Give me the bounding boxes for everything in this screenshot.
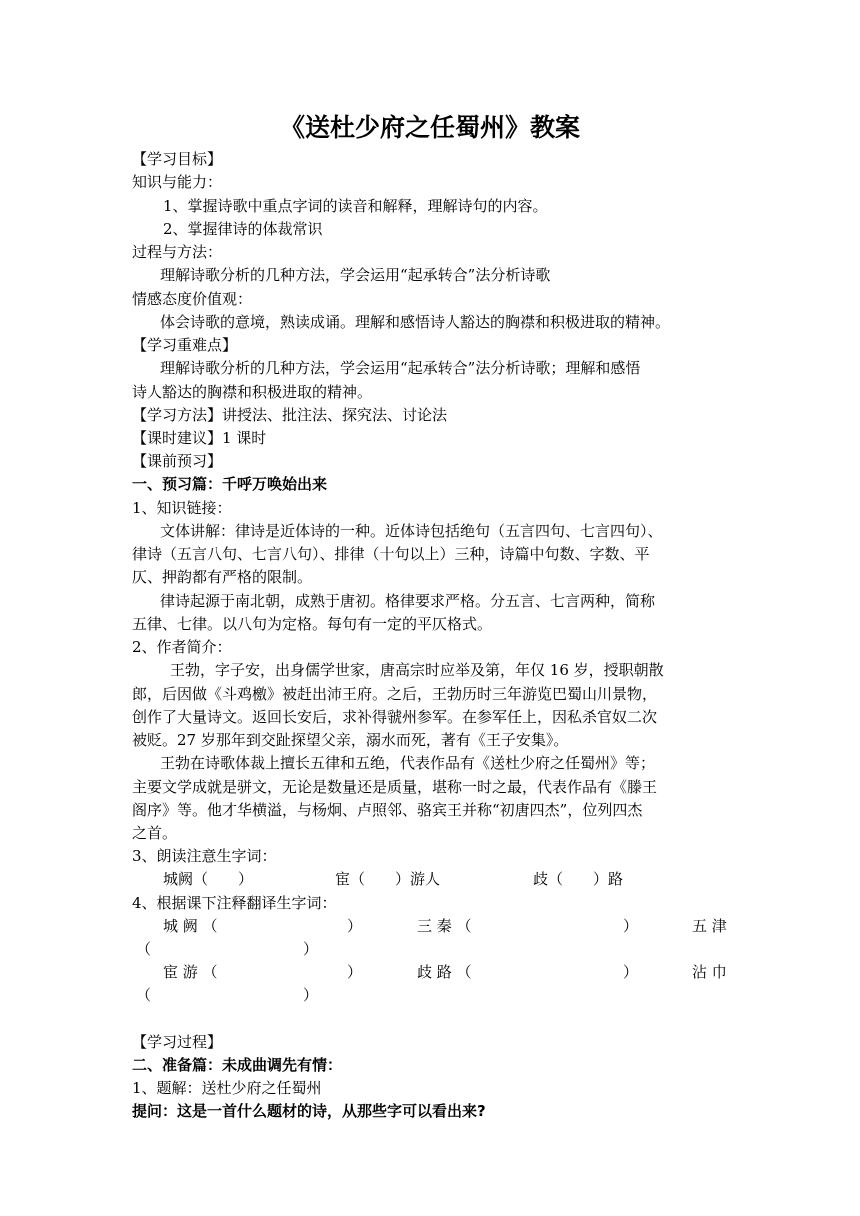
genre-para-line-1: 文体讲解：律诗是近体诗的一种。近体诗包括绝句（五言四句、七言四句）、 (160, 522, 663, 540)
process-section-heading: 【学习过程】 (132, 1033, 223, 1051)
method-line: 【学习方法】讲授法、批注法、探究法、讨论法 (132, 406, 448, 424)
author-para-line-4: 被贬。27 岁那年到交趾探望父亲，溺水而死，著有《王子安集》。 (132, 731, 569, 749)
translate-item-6-close: ） (303, 986, 319, 1004)
translate-item-4-close: ） (347, 963, 363, 981)
works-para-line-3: 阁序》等。他才华横溢，与杨炯、卢照邻、骆宾王并称“初唐四杰”，位列四杰 (132, 801, 643, 819)
knowledge-item-2: 2、掌握律诗的体裁常识 (163, 220, 323, 238)
translate-item-5: 歧 路 （ (417, 963, 472, 981)
translate-item-4: 宦 游 （ (163, 963, 218, 981)
works-para-line-4: 之首。 (132, 824, 178, 842)
translate-heading: 4、根据课下注释翻译生字词： (132, 894, 337, 912)
translate-item-3-open: （ (136, 940, 152, 958)
question-line: 提问：这是一首什么题材的诗，从那些字可以看出来? (132, 1102, 486, 1120)
works-para-line-1: 王勃在诗歌体裁上擅长五律和五绝，代表作品有《送杜少府之任蜀州》等； (160, 754, 656, 772)
keypoints-heading: 【学习重难点】 (132, 336, 238, 354)
document-title: 《送杜少府之任蜀州》教案 (279, 113, 580, 142)
read-item-3: 歧（ ）路 (533, 870, 624, 888)
genre-para-line-2: 律诗（五言八句、七言八句）、排律（十句以上）三种，诗篇中句数、字数、平 (132, 545, 650, 563)
origin-para-line-2: 五律、七律。以八句为定格。每句有一定的平仄格式。 (132, 615, 493, 633)
translate-item-1: 城 阙 （ (163, 917, 218, 935)
translate-item-5-close: ） (623, 963, 639, 981)
read-item-2: 宦（ ）游人 (335, 870, 441, 888)
emotion-item-1: 体会诗歌的意境，熟读成诵。理解和感悟诗人豁达的胸襟和积极进取的精神。 (160, 313, 671, 331)
author-para-line-1: 王勃，字子安，出身儒学世家，唐高宗时应举及第，年仅 16 岁，授职朝散 (170, 661, 664, 679)
translate-item-3-close: ） (303, 940, 319, 958)
translate-item-1-close: ） (347, 917, 363, 935)
section1-heading: 一、预习篇：千呼万唤始出来 (132, 475, 328, 493)
section2-heading: 二、准备篇：未成曲调先有情： (132, 1056, 343, 1074)
genre-para-line-3: 仄、押韵都有严格的限制。 (132, 568, 313, 586)
title-explain-line: 1、题解：送杜少府之任蜀州 (132, 1079, 322, 1097)
author-para-line-2: 郎，后因做《斗鸡檄》被赶出沛王府。之后，王勃历时三年游览巴蜀山川景物， (132, 685, 658, 703)
hours-line: 【课时建议】1 课时 (132, 429, 267, 447)
keypoints-line-2: 诗人豁达的胸襟和积极进取的精神。 (132, 383, 373, 401)
process-heading: 过程与方法： (132, 243, 223, 261)
translate-item-2: 三 秦 （ (417, 917, 472, 935)
preview-heading: 【课前预习】 (132, 452, 223, 470)
author-heading: 2、作者简介： (132, 638, 232, 656)
translate-item-6: 沾 巾 (692, 963, 727, 981)
translate-item-3: 五 津 (692, 917, 727, 935)
translate-item-2-close: ） (623, 917, 639, 935)
emotion-heading: 情感态度价值观： (132, 290, 253, 308)
process-item-1: 理解诗歌分析的几种方法，学会运用“起承转合”法分析诗歌 (160, 266, 551, 284)
read-item-1: 城阙（ ） (163, 870, 254, 888)
read-heading: 3、朗读注意生字词： (132, 847, 277, 865)
author-para-line-3: 创作了大量诗文。返回长安后，求补得虢州参军。在参军任上，因私杀官奴二次 (132, 708, 658, 726)
keypoints-line-1: 理解诗歌分析的几种方法，学会运用“起承转合”法分析诗歌；理解和感悟 (160, 359, 641, 377)
translate-item-6-open: （ (136, 986, 152, 1004)
knowledge-item-1: 1、掌握诗歌中重点字词的读音和解释，理解诗句的内容。 (163, 197, 548, 215)
works-para-line-2: 主要文学成就是骈文，无论是数量还是质量，堪称一时之最，代表作品有《滕王 (132, 778, 658, 796)
knowledge-link-heading: 1、知识链接： (132, 499, 232, 517)
origin-para-line-1: 律诗起源于南北朝，成熟于唐初。格律要求严格。分五言、七言两种，简称 (160, 592, 656, 610)
knowledge-heading: 知识与能力： (132, 173, 223, 191)
objectives-heading: 【学习目标】 (132, 150, 223, 168)
